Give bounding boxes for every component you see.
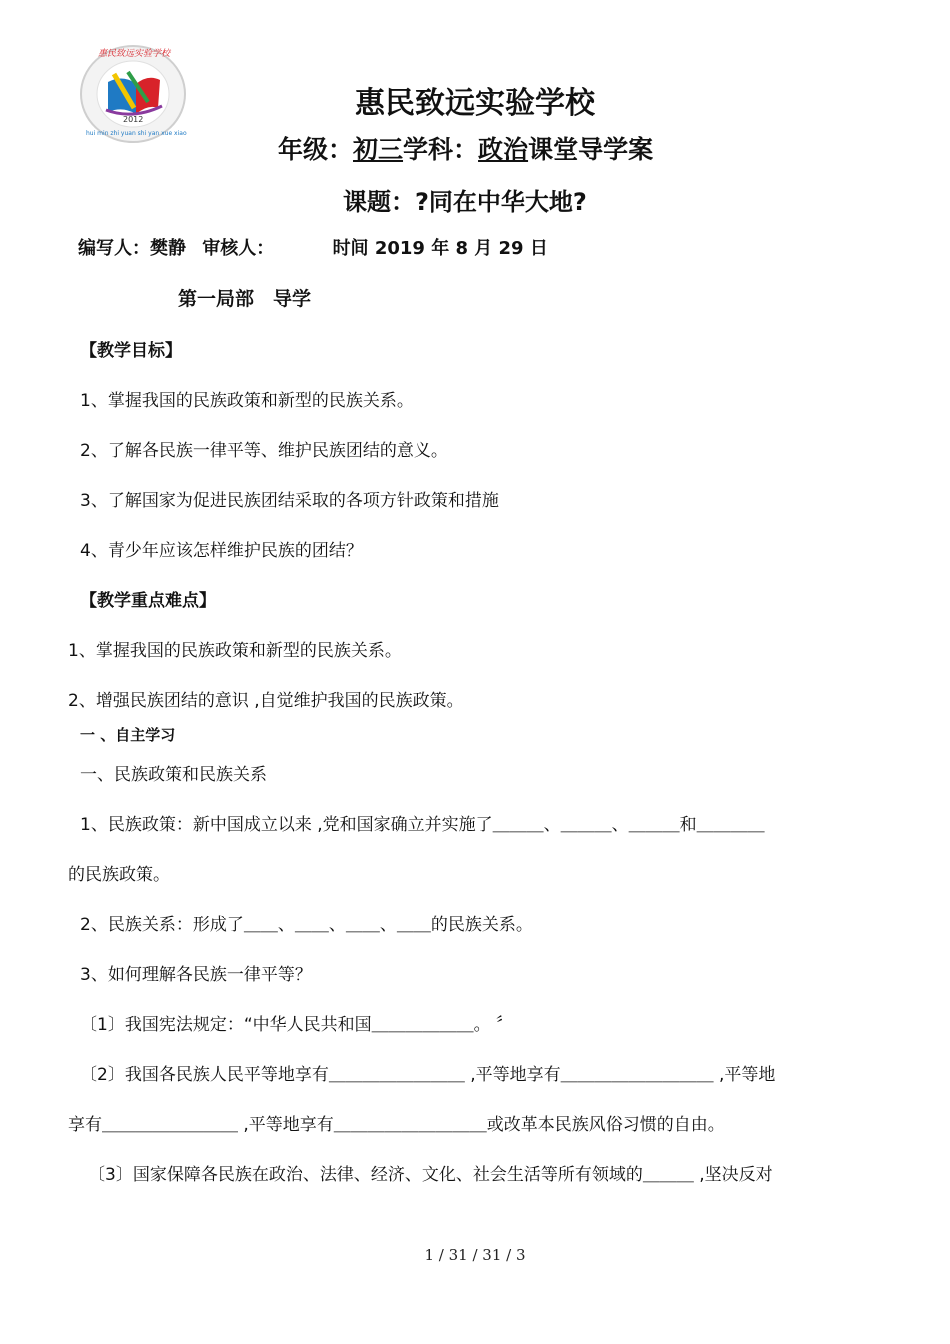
self-study-heading: 一 、自主学习 — [80, 726, 176, 744]
question-2: 2、民族关系：形成了＿＿、＿＿、＿＿、＿＿的民族关系。 — [80, 915, 533, 935]
logo-arc-text: 惠民致远实验学校 — [98, 49, 171, 59]
objectives-heading: 【教学目标】 — [80, 341, 182, 361]
logo-year: 2012 — [123, 115, 144, 124]
subject-value: 政治 — [478, 135, 529, 164]
grade-value: 初三 — [353, 135, 404, 164]
grade-subject-line — [278, 130, 653, 166]
doc-type: 课堂导学案 — [528, 135, 654, 164]
author: 编写人：樊静 — [78, 238, 186, 259]
topic-title: 课题：?同在中华大地? — [343, 188, 587, 216]
section-title: 第一局部 导学 — [178, 288, 312, 310]
question-3-3: 〔3〕国家保障各民族在政治、法律、经济、文化、社会生活等所有领域的＿＿＿ ,坚决反对 — [88, 1165, 773, 1185]
key-point-item: 1、掌握我国的民族政策和新型的民族关系。 — [68, 641, 402, 661]
objective-item: 4、青少年应该怎样维护民族的团结？ — [80, 541, 363, 561]
school-title: 惠民致远实验学校 — [355, 86, 595, 121]
self-study-subtitle: 一、民族政策和民族关系 — [80, 765, 267, 785]
date: 时间 2019 年 8 月 29 日 — [332, 238, 548, 259]
grade-label: 年级： — [278, 135, 354, 164]
key-point-item: 2、增强民族团结的意识 ,自觉维护我国的民族政策。 — [68, 691, 464, 711]
page-number: 1 / 31 / 31 / 3 — [424, 1246, 526, 1264]
objective-item: 2、了解各民族一律平等、维护民族团结的意义。 — [80, 441, 448, 461]
question-3-2: 〔2〕我国各民族人民平等地享有＿＿＿＿＿＿＿＿ ,平等地享有＿＿＿＿＿＿＿＿＿ ,平等地 — [80, 1065, 776, 1085]
key-points-heading: 【教学重点难点】 — [80, 591, 216, 611]
question-1-cont: 的民族政策。 — [68, 865, 170, 885]
question-1: 1、民族政策：新中国成立以来 ,党和国家确立并实施了＿＿＿、＿＿＿、＿＿＿和＿＿＿＿ — [80, 815, 765, 835]
question-3: 3、如何理解各民族一律平等？ — [80, 965, 312, 985]
reviewer: 审核人： — [202, 238, 275, 259]
objective-item: 1、掌握我国的民族政策和新型的民族关系。 — [80, 391, 414, 411]
meta-line — [78, 234, 548, 260]
subject-label: 学科： — [403, 135, 479, 164]
question-3-2-cont: 享有＿＿＿＿＿＿＿＿ ,平等地享有＿＿＿＿＿＿＿＿＿或改革本民族风俗习惯的自由。 — [68, 1115, 725, 1135]
objective-item: 3、了解国家为促进民族团结采取的各项方针政策和措施 — [80, 491, 499, 511]
question-3-1: 〔1〕我国宪法规定：“中华人民共和国＿＿＿＿＿＿。 〞 — [80, 1015, 514, 1035]
logo-pinyin: hui min zhi yuan shi yan xue xiao — [86, 130, 187, 137]
